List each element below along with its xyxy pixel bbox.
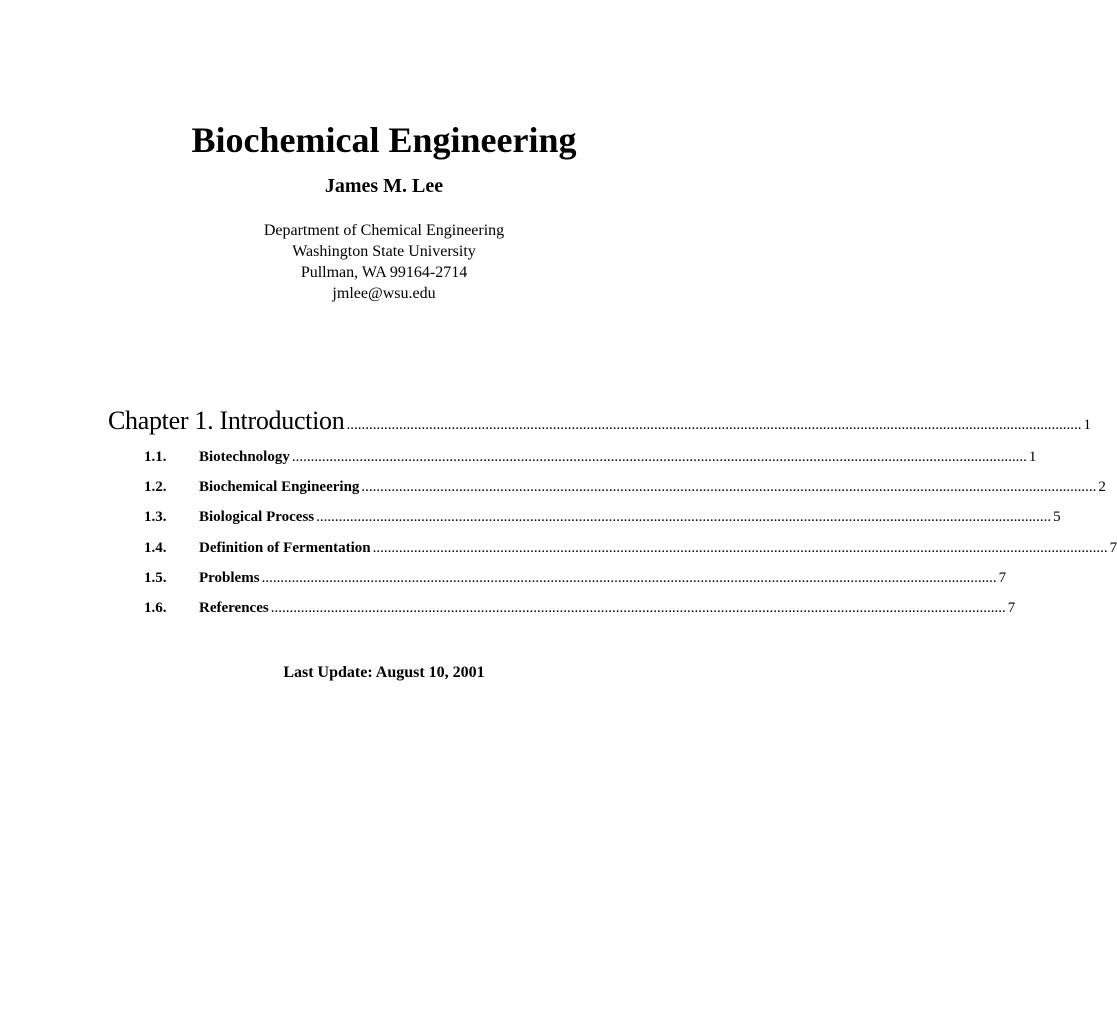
toc-leader-dots: .................................................................................................................................................................................................... bbox=[316, 509, 1052, 526]
toc-entry-title: Biological Process bbox=[199, 509, 315, 526]
toc-leader-dots: .................................................................................................................................................................................................... bbox=[291, 449, 1027, 465]
toc-entry-title: Definition of Fermentation bbox=[199, 539, 371, 556]
toc-entry bbox=[144, 479, 1106, 509]
toc-entry bbox=[144, 449, 1037, 479]
toc-entry bbox=[144, 569, 1007, 600]
toc-entry-page: 7 bbox=[1007, 599, 1016, 616]
toc-entry-number: 1.4. bbox=[144, 539, 167, 556]
author-name: James M. Lee bbox=[324, 175, 444, 197]
toc-entry-page: 5 bbox=[1053, 509, 1061, 526]
toc-entry-number: 1.6. bbox=[144, 599, 167, 616]
author-affiliation bbox=[0, 220, 768, 304]
affiliation-department: Department of Chemical Engineering bbox=[263, 222, 505, 239]
toc-entry-page: 7 bbox=[998, 569, 1007, 586]
toc-leader-dots: .................................................................................................................................................................................................... bbox=[270, 599, 1006, 616]
toc-entry bbox=[144, 509, 1061, 539]
affiliation-email: jmlee@wsu.edu bbox=[332, 285, 436, 302]
toc-entry-number: 1.5. bbox=[144, 569, 167, 586]
affiliation-university: Washington State University bbox=[292, 243, 476, 260]
toc-entry-title: Biochemical Engineering bbox=[199, 479, 360, 496]
affiliation-address: Pullman, WA 99164-2714 bbox=[300, 264, 468, 281]
toc-entry-title: Biotechnology bbox=[199, 449, 290, 465]
toc-leader-dots: .................................................................................................................................................................................................... bbox=[261, 569, 997, 586]
document-title: Biochemical Engineering bbox=[191, 120, 577, 160]
toc-entry-title: References bbox=[199, 599, 269, 616]
toc-entry bbox=[144, 539, 1117, 570]
toc-entry-page: 7 bbox=[1109, 539, 1117, 556]
toc-leader-dots: .................................................................................................................................................................................................... bbox=[361, 479, 1097, 496]
toc-entry bbox=[144, 599, 1016, 630]
toc-chapter-entry bbox=[108, 406, 1091, 436]
toc-entry-number: 1.3. bbox=[144, 509, 167, 526]
toc-entry-title: Problems bbox=[199, 569, 260, 586]
toc-leader-dots: .................................................................................................................................................................................................... bbox=[346, 417, 1082, 433]
toc-chapter-page: 1 bbox=[1083, 417, 1091, 433]
toc-entry-number: 1.1. bbox=[144, 449, 167, 465]
last-update-note: Last Update: August 10, 2001 bbox=[283, 664, 485, 681]
toc-leader-dots: .................................................................................................................................................................................................... bbox=[372, 539, 1108, 556]
toc-chapter-label: Chapter 1. Introduction bbox=[108, 406, 345, 435]
toc-section-list bbox=[144, 449, 1117, 630]
toc-entry-number: 1.2. bbox=[144, 479, 167, 496]
toc-entry-page: 2 bbox=[1098, 479, 1106, 496]
toc-entry-page: 1 bbox=[1028, 449, 1037, 465]
